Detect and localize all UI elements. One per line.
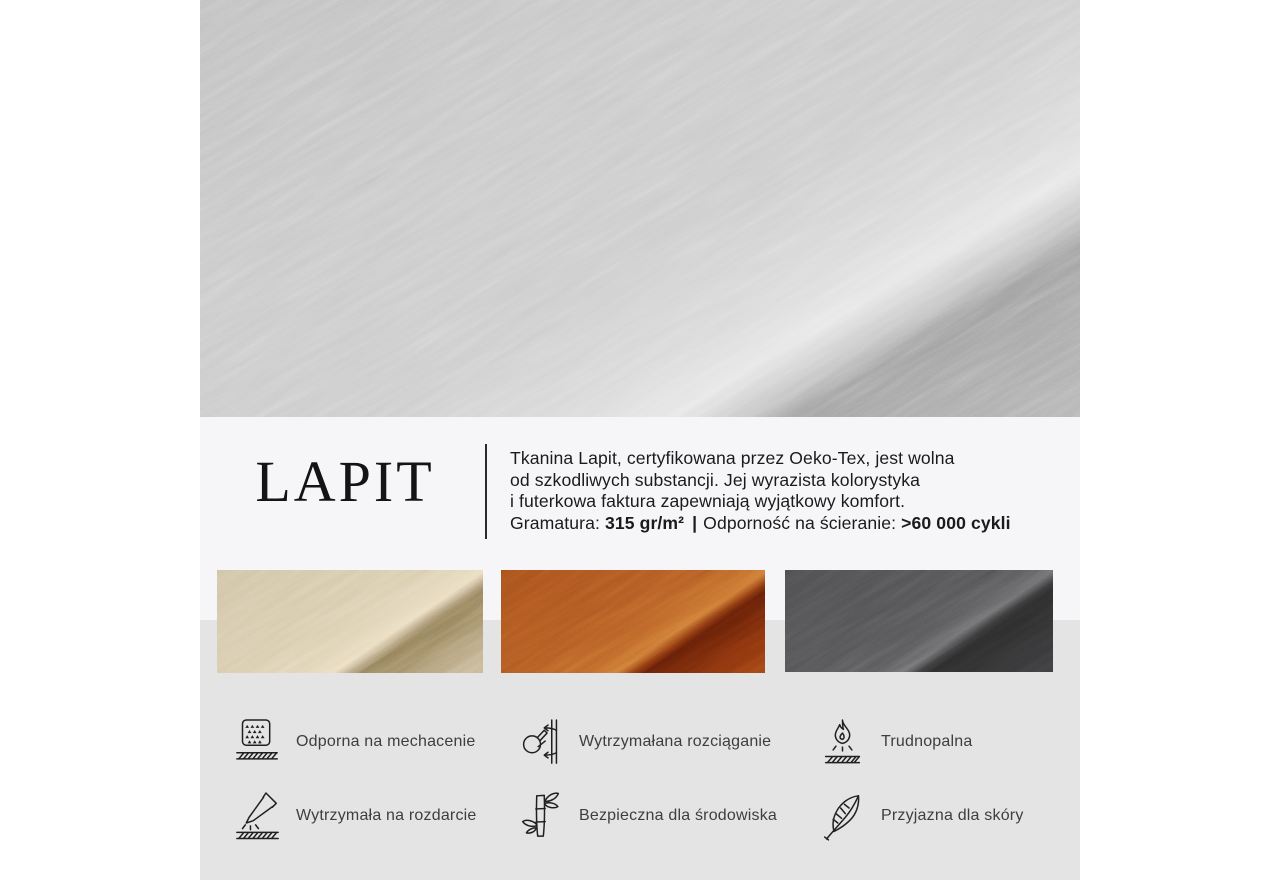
fabric-swatch-beige <box>217 570 483 673</box>
tear-resistant-icon <box>235 789 280 842</box>
weight-value: 315 gr/m² <box>604 512 685 533</box>
vertical-divider <box>485 444 487 539</box>
description-line-2: od szkodliwych substancji. Jej wyrazista kolorystyka <box>510 469 921 490</box>
fabric-swatch-anthracite <box>785 570 1053 672</box>
eco-friendly-icon <box>518 789 563 842</box>
feature-label: Wytrzymałana rozciąganie <box>579 732 772 750</box>
abrasion-value: >60 000 cykli <box>901 512 1011 533</box>
feature-label: Odporna na mechacenie <box>296 732 476 750</box>
hero-fabric-photo <box>200 0 1080 417</box>
stretch-resistant-icon <box>518 715 563 768</box>
feature-flame-retardant <box>820 715 972 768</box>
feature-label: Trudnopalna <box>881 732 973 750</box>
fabric-texture-overlay <box>200 0 1080 417</box>
feature-label: Wytrzymała na rozdarcie <box>296 806 477 824</box>
fabric-texture-overlay <box>785 570 1053 672</box>
flame-retardant-icon <box>820 715 865 768</box>
weight-label: Gramatura: <box>510 512 600 533</box>
fabric-texture-overlay <box>217 570 483 673</box>
feature-eco-friendly <box>518 789 777 842</box>
fabric-texture-overlay <box>501 570 765 673</box>
feature-label: Przyjazna dla skóry <box>881 806 1024 824</box>
feature-pilling-resistant <box>235 715 475 768</box>
skin-friendly-icon <box>820 789 865 842</box>
feature-label: Bezpieczna dla środowiska <box>579 806 777 824</box>
description-line-1: Tkanina Lapit, certyfikowana przez Oeko-Tex, jest wolna <box>510 448 955 468</box>
description-line-3: i futerkowa faktura zapewniają wyjątkowy komfort. <box>510 491 906 511</box>
pilling-resistant-icon <box>235 715 280 768</box>
feature-stretch-resistant <box>518 715 771 768</box>
feature-tear-resistant <box>235 789 477 842</box>
fabric-swatch-copper-rust <box>501 570 765 673</box>
specs-divider: | <box>692 512 698 533</box>
product-description <box>510 448 1080 534</box>
feature-skin-friendly <box>820 789 1024 842</box>
specs-line <box>510 513 1080 535</box>
abrasion-label: Odporność na ścieranie: <box>703 512 897 533</box>
product-title: LAPIT <box>255 449 435 514</box>
